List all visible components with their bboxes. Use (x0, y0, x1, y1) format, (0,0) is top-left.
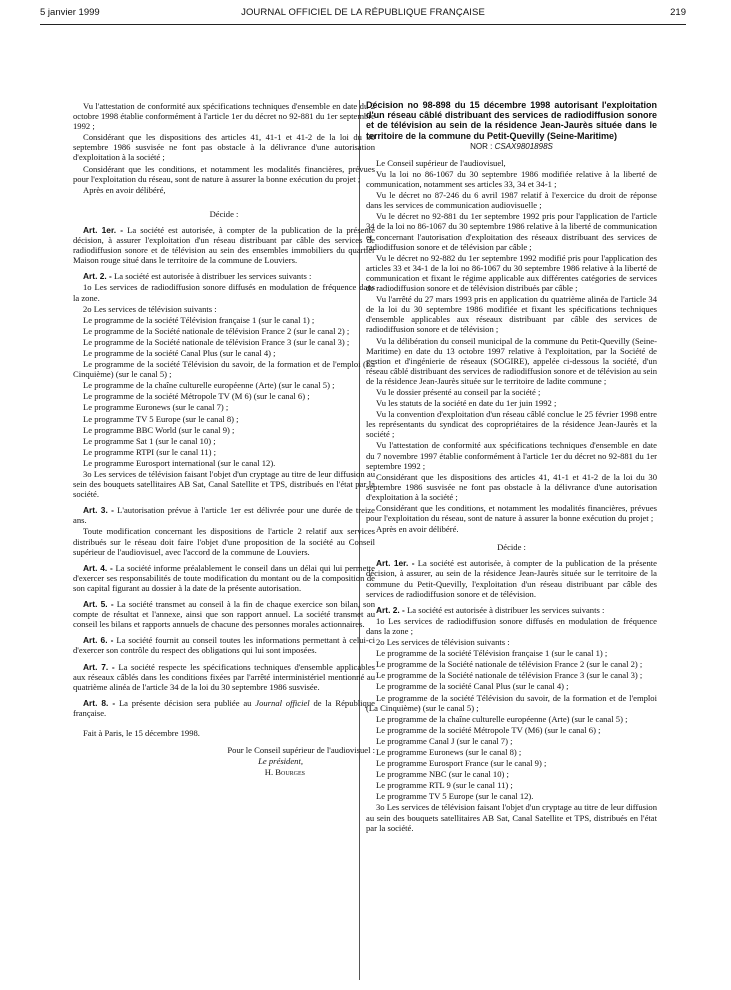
tv-item: Le programme de la Société nationale de télévision France 3 (sur le canal 3) ; (83, 336, 350, 347)
nor-label: NOR : (470, 141, 493, 151)
crypted-services: 3o Les services de télévision faisant l'objet d'un cryptage au titre de leur diffusion au sein des bouquets satellitaires AB Sat, Canal Satellite et TPS, distribués en l'état par la société. (73, 469, 375, 500)
tv-item: Le programme RTPI (sur le canal 11) ; (83, 446, 217, 457)
tv-item: Le programme de la Société nationale de télévision France 2 (sur le canal 2) ; (376, 659, 643, 670)
article-label: Art. 1er. - (83, 224, 124, 235)
paragraph: Vu le décret no 92-882 du 1er septembre 1992 modifié pris pour l'application des articles 33 et 34-1 de la loi no 86-1067 du 30 septembre 1986 relative à la liberté de communication et fixant le régime applicable aux différentes catégories de services de radiodiffusion sonore et de télévision distribués par câble ; (366, 252, 657, 294)
article-1 (366, 558, 657, 598)
article-label: Art. 2. - (376, 604, 405, 615)
article-label: Art. 6. - (83, 635, 114, 646)
journal-officiel-ref: Journal officiel (255, 697, 310, 708)
article-label: Art. 5. - (83, 599, 114, 610)
article-label: Art. 3. - (83, 505, 114, 516)
page-header (40, 7, 686, 21)
header-journal-title: JOURNAL OFFICIEL DE LA RÉPUBLIQUE FRANÇAISE (241, 7, 485, 18)
tv-intro: 2o Les services de télévision suivants : (83, 303, 217, 314)
article-7 (73, 662, 375, 692)
article-3 (73, 505, 375, 525)
tv-item: Le programme BBC World (sur le canal 9) ; (83, 424, 235, 435)
tv-item: Le programme RTL 9 (sur le canal 11) ; (376, 780, 513, 791)
tv-item: Le programme de la société Canal Plus (sur le canal 4) ; (83, 347, 276, 358)
paragraph: Vu la délibération du conseil municipal de la commune du Petit-Quevilly (Seine-Maritime) en date du 13 octobre 1997 relative à l'exploitation, par la Société de gestion et d'ingénierie de réseaux (SOGIRE), appelée ci-dessous la société, d'un réseau câblé distribuant des services de radiodiffusion sonore et de télévision au sein de la résidence Jean-Jaurès située sur le territoire de ladite commune ; (366, 335, 657, 386)
signature-line-1: Pour le Conseil supérieur de l'audiovisuel : (227, 745, 375, 756)
article-label: Art. 1er. - (376, 558, 415, 569)
tv-item: Le programme Eurosport France (sur le canal 9) ; (376, 758, 547, 769)
paragraph: Considérant que les conditions, et notamment les modalités financières, prévues pour l'exploitation du réseau, sont de nature à assurer la bonne exécution du projet ; (366, 503, 657, 524)
paragraph: Vu la convention d'exploitation d'un réseau câblé conclue le 25 février 1998 entre les représentants du syndicat des copropriétaires de la résidence Jean-Jaurès et la société ; (366, 409, 657, 440)
header-date: 5 janvier 1999 (40, 7, 100, 18)
decide-heading: Décide : (209, 208, 239, 219)
tv-item: Le programme de la chaîne culturelle européenne (Arte) (sur le canal 5) ; (83, 380, 335, 391)
article-text: La société respecte les spécifications techniques d'ensemble applicables aux réseaux câblés dans les conditions fixées par l'arrêté interministériel mentionné au quatrième alinéa de l'article 34 de la loi du 30 septembre 1986 susvisée. (73, 661, 375, 692)
tv-item: Le programme TV 5 Europe (sur le canal 12). (376, 791, 534, 802)
article-text: La société est autorisée, à compter de la publication de la présente décision, à assurer, au sein de la résidence Jean-Jaurès située sur le territoire de la commune du Petit-Quevilly, l'exploitation d'un réseau distribuant par câble des services de radiodiffusion sonore et de télévision. (366, 558, 657, 599)
article-text: La société est autorisée, à compter de la publication de la présente décision, à assurer l'exploitation d'un réseau distribuant par câble des services de radiodiffusion sonore et de télévision au sein des ensembles immobiliers du quartier Maison rouge situé dans le territoire de la commune de Louviers. (73, 224, 375, 266)
crypted-services: 3o Les services de télévision faisant l'objet d'un cryptage au titre de leur diffusion au sein des bouquets satellitaires AB Sat, Canal Satellite et TPS, distribués en l'état par la société. (366, 802, 657, 833)
article-text: de la République française. (73, 697, 375, 718)
paragraph: Après en avoir délibéré, (83, 184, 166, 195)
article-text: L'autorisation prévue à l'article 1er est délivrée pour une durée de treize ans. (73, 505, 375, 526)
article-label: Art. 4. - (83, 562, 113, 573)
article-text: La société est autorisée à distribuer les services suivants : (114, 271, 312, 282)
article-5 (73, 599, 375, 629)
paragraph: Vu les statuts de la société en date du 1er juin 1992 ; (376, 398, 557, 409)
tv-intro: 2o Les services de télévision suivants : (376, 637, 510, 648)
tv-item: Le programme de la Société nationale de télévision France 2 (sur le canal 2) ; (83, 325, 350, 336)
paragraph: Vu le décret no 87-246 du 6 avril 1987 relatif à l'exercice du droit de réponse dans les services de communication audiovisuelle ; (366, 190, 657, 211)
tv-item: Le programme de la société Télévision française 1 (sur le canal 1) ; (83, 314, 315, 325)
tv-item: Le programme NBC (sur le canal 10) ; (376, 769, 509, 780)
article-2 (73, 271, 375, 281)
paragraph: Vu l'arrêté du 27 mars 1993 pris en application du quatrième alinéa de l'article 34 de la loi du 30 septembre 1986 modifiée et fixant les spécifications techniques d'ensemble applicables aux réseaux distribuant par câble des services de radiodiffusion sonore et de télévision ; (366, 294, 657, 335)
tv-item: Le programme de la société Télévision du savoir, de la formation et de l'emploi (La Cinquième) (sur le canal 5) ; (366, 692, 657, 713)
tv-item: Le programme Euronews (sur le canal 7) ; (83, 402, 229, 413)
article-1 (73, 225, 375, 265)
article-4 (73, 563, 375, 593)
paragraph: Vu le dossier présenté au conseil par la société ; (376, 386, 541, 397)
article-8 (73, 698, 375, 718)
nor-reference (366, 142, 657, 152)
paragraph: Considérant que les dispositions des articles 41, 41-1 et 41-2 de la loi du 30 septembre 1986 susvisée ne font pas obstacle à la délivrance d'une autorisation d'exploitation à la société ; (73, 132, 375, 163)
paragraph: Vu la loi no 86-1067 du 30 septembre 1986 modifiée relative à la liberté de communication, notamment ses articles 33, 34 et 34-1 ; (366, 169, 657, 190)
article-label: Art. 8. - (83, 697, 116, 708)
signature-line-2: Le président, (258, 756, 303, 767)
decision-title: Décision no 98-898 du 15 décembre 1998 autorisant l'exploitation d'un réseau câblé distribuant des services de radiodiffusion sonore et de télévision au sein de la résidence Jean-Jaurès située dans le territoire de la commune du Petit-Quevilly (Seine-Maritime) (366, 100, 657, 141)
left-column (73, 101, 375, 778)
right-column (366, 100, 657, 834)
article-text: La présente décision sera publiée au (118, 697, 252, 708)
tv-item: Le programme TV 5 Europe (sur le canal 8) ; (83, 413, 239, 424)
tv-item: Le programme Euronews (sur le canal 8) ; (376, 746, 522, 757)
tv-item: Le programme Eurosport international (sur le canal 12). (83, 457, 276, 468)
tv-item: Le programme Sat 1 (sur le canal 10) ; (83, 435, 216, 446)
article-label: Art. 2. - (83, 271, 112, 282)
date-place: Fait à Paris, le 15 décembre 1998. (83, 727, 200, 738)
paragraph: Considérant que les conditions, et notamment les modalités financières, prévues pour l'exploitation du réseau, sont de nature à assurer la bonne exécution du projet ; (73, 163, 375, 184)
signature-name: H. Bourges (264, 767, 305, 778)
paragraph: Le Conseil supérieur de l'audiovisuel, (376, 157, 506, 168)
tv-item: Le programme de la Société nationale de télévision France 3 (sur le canal 3) ; (376, 670, 643, 681)
paragraph: Vu l'attestation de conformité aux spécifications techniques d'ensemble en date du 7 novembre 1997 établie conformément à l'article 1er du décret no 92-881 du 1er septembre 1992 ; (366, 440, 657, 471)
tv-item: Le programme Canal J (sur le canal 7) ; (376, 735, 513, 746)
tv-item: Le programme de la société Canal Plus (sur le canal 4) ; (376, 681, 569, 692)
article-text: La société est autorisée à distribuer les services suivants : (407, 604, 605, 615)
article-2 (366, 605, 657, 615)
article-label: Art. 7. - (83, 661, 115, 672)
paragraph: Vu l'attestation de conformité aux spécifications techniques d'ensemble en date du 2 octobre 1998 établie conformément à l'article 1er du décret no 92-881 du 1er septembre 1992 ; (73, 101, 375, 132)
nor-code: CSAX9801898S (494, 141, 553, 151)
article-text: La société fournit au conseil toutes les informations permettant à celui-ci d'exercer son contrôle du respect des obligations qui lui sont imposées. (73, 635, 375, 656)
tv-item: Le programme de la société Métropole TV (M 6) (sur le canal 6) ; (83, 391, 310, 402)
paragraph: Considérant que les dispositions des articles 41, 41-1 et 41-2 de la loi du 30 septembre 1986 susvisée ne font pas obstacle à la délivrance d'une autorisation d'exploitation à la société ; (366, 471, 657, 502)
header-page-number: 219 (670, 7, 686, 18)
article-text: La société transmet au conseil à la fin de chaque exercice son bilan, son compte de résultat et l'annexe, ainsi que son rapport annuel. La société transmet au conseil les bilans et rapports annuels de chacune des personnes morales actionnaires. (73, 599, 375, 630)
paragraph: Après en avoir délibéré. (376, 524, 459, 535)
tv-item: Le programme de la société Télévision française 1 (sur le canal 1) ; (376, 648, 608, 659)
paragraph: Vu le décret no 92-881 du 1er septembre 1992 pris pour l'application de l'article 34 de la loi no 86-1067 du 30 septembre 1986 relative à la liberté de communication et concernant l'autorisation d'exploitation des réseaux distribuant des services de radiodiffusion sonore et de télévision par câble ; (366, 211, 657, 252)
tv-item: Le programme de la chaîne culturelle européenne (Arte) (sur le canal 5) ; (376, 713, 628, 724)
radio-services: 1o Les services de radiodiffusion sonore diffusés en modulation de fréquence dans la zone ; (366, 615, 657, 636)
article-6 (73, 635, 375, 655)
tv-item: Le programme de la société Télévision du savoir, de la formation et de l'emploi (La Cinquième) (sur le canal 5) ; (73, 359, 375, 380)
tv-item: Le programme de la société Métropole TV (M6) (sur le canal 6) ; (376, 724, 601, 735)
paragraph: Toute modification concernant les dispositions de l'article 2 relatif aux services distribués sur le réseau doit faire l'objet d'une proposition de la société au Conseil supérieur de l'audiovisuel, avec l'accord de la commune de Louviers. (73, 526, 375, 557)
radio-services: 1o Les services de radiodiffusion sonore diffusés en modulation de fréquence dans la zone. (73, 282, 375, 303)
decide-heading: Décide : (497, 542, 526, 553)
article-text: La société informe préalablement le conseil dans un délai qui lui permette d'exercer ses responsabilités de toute modification du montant ou de la composition de son capital figurant au dossier à la date de la présente autorisation. (73, 562, 375, 593)
header-rule (40, 24, 686, 25)
